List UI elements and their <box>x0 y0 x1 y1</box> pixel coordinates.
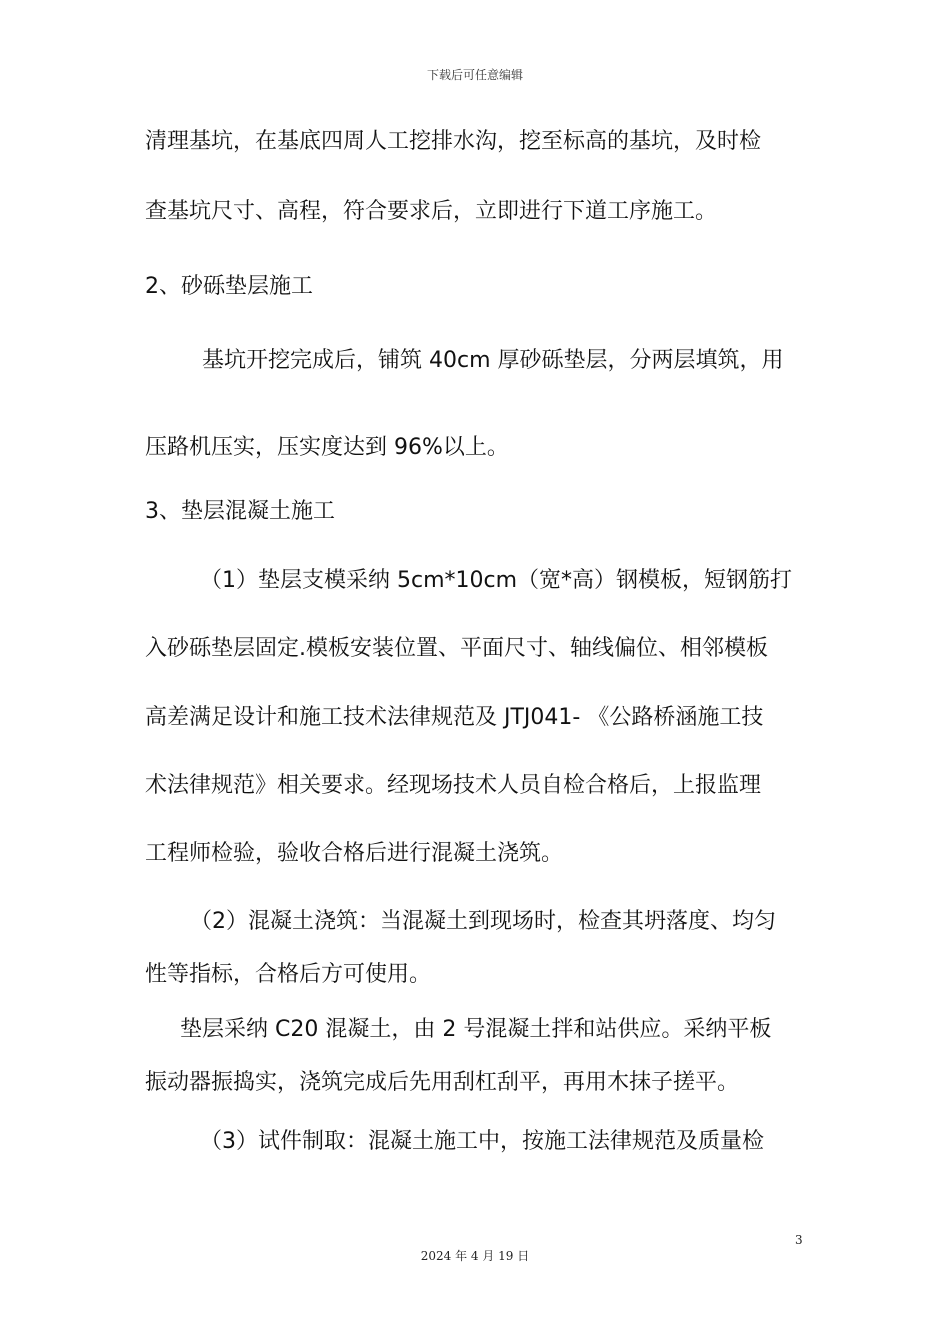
paragraph-line: 性等指标，合格后方可使用。 <box>145 962 432 987</box>
paragraph-line: 垫层采纳 C20 混凝土，由 2 号混凝土拌和站供应。采纳平板 <box>180 1017 772 1042</box>
paragraph-line: 振动器振捣实，浇筑完成后先用刮杠刮平，再用木抹子搓平。 <box>145 1070 740 1095</box>
section-heading: 3、垫层混凝土施工 <box>145 499 335 524</box>
paragraph-line: 基坑开挖完成后，铺筑 40cm 厚砂砾垫层，分两层填筑，用 <box>202 348 784 373</box>
section-heading: 2、砂砾垫层施工 <box>145 274 313 299</box>
paragraph-line: 高差满足设计和施工技术法律规范及 JTJ041- 《公路桥涵施工技 <box>145 705 764 730</box>
paragraph-line: 压路机压实，压实度达到 96%以上。 <box>145 435 509 460</box>
paragraph-line: （2）混凝土浇筑：当混凝土到现场时，检查其坍落度、均匀 <box>190 909 776 934</box>
paragraph-line: 工程师检验，验收合格后进行混凝土浇筑。 <box>145 841 564 866</box>
paragraph-line: 术法律规范》相关要求。经现场技术人员自检合格后，上报监理 <box>145 773 762 798</box>
footer-date: 2024 年 4 月 19 日 <box>420 1249 530 1263</box>
paragraph-line: 查基坑尺寸、高程，符合要求后，立即进行下道工序施工。 <box>145 199 718 224</box>
paragraph-line: 入砂砾垫层固定.模板安装位置、平面尺寸、轴线偏位、相邻模板 <box>145 636 768 661</box>
paragraph-line: （1）垫层支模采纳 5cm*10cm（宽*高）钢模板，短钢筋打 <box>200 568 793 593</box>
paragraph-line: （3）试件制取：混凝土施工中，按施工法律规范及质量检 <box>200 1129 764 1154</box>
page-header: 下载后可任意编辑 <box>426 68 523 82</box>
page-number: 3 <box>795 1233 803 1247</box>
paragraph-line: 清理基坑，在基底四周人工挖排水沟，挖至标高的基坑，及时检 <box>145 129 762 154</box>
